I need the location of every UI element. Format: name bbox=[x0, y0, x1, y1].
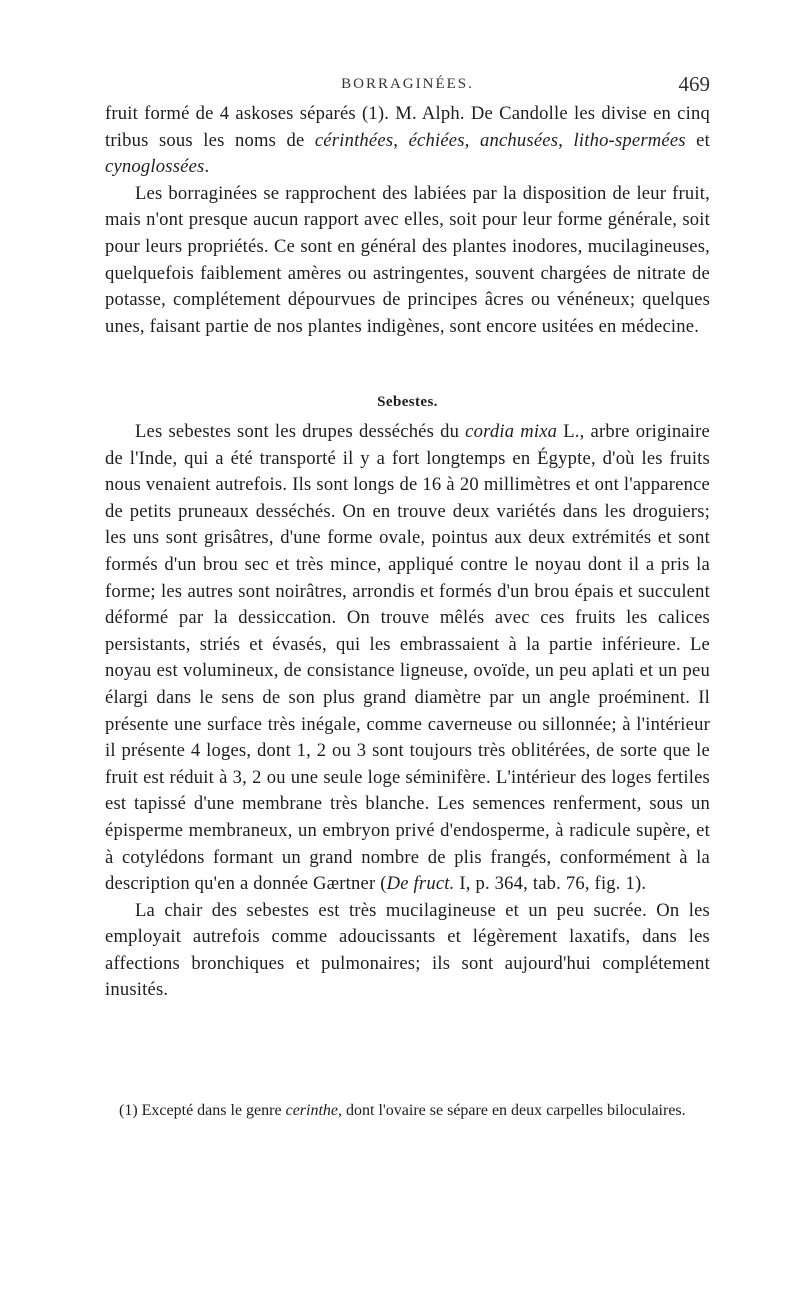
running-head: BORRAGINÉES. bbox=[341, 76, 474, 92]
paragraph-affinities: Les borraginées se rapprochent des labiées par la disposition de leur fruit, mais n'ont presque aucun rapport avec elles, soit pour leur forme générale, soit pour leurs propriétés. Ce sont en général des plantes inodores, mucilagineuses, quelquefois faiblement amères ou astringentes, souvent chargées de nitrate de potasse, complétement dépourvues de principes âcres ou vénéneux; quelques unes, faisant partie de nos plantes indigènes, sont encore usitées en médecine. bbox=[105, 182, 710, 337]
sebestes-block bbox=[105, 419, 710, 1004]
page-header bbox=[105, 72, 710, 98]
footnote: (1) Excepté dans le genre cerinthe, dont l'ovaire se sépare en deux carpelles biloculaires. bbox=[119, 1102, 686, 1119]
footnote-block bbox=[105, 1099, 710, 1122]
paragraph-sebestes-description: Les sebestes sont les drupes desséchés du cordia mixa L., arbre originaire de l'Inde, qui a été transporté il y a fort longtemps en Égypte, d'où les fruits nous venaient autrefois. Ils sont longs de 16 à 20 millimètres et ont l'apparence de petits pruneaux desséchés. On en trouve deux variétés dans les droguiers; les uns sont grisâtres, d'une forme ovale, pointus aux deux extrémités et sont formés d'un brou sec et très mince, appliqué contre le noyau dont il a pris la forme; les autres sont noirâtres, arrondis et formés d'un brou épais et succulent déformé par la dessiccation. On trouve mêlés avec ces fruits les calices persistants, striés et évasés, qui les embrassaient à la partie inférieure. Le noyau est volumineux, de consistance ligneuse, ovoïde, un peu aplati et un peu élargi dans le sens de son plus grand diamètre par un angle proéminent. Il présente une surface très inégale, comme caverneuse ou sillonnée; à l'intérieur il présente 4 loges, dont 1, 2 ou 3 sont toujours très oblitérées, de sorte que le fruit est réduit à 3, 2 ou une seule loge séminifère. L'intérieur des loges fertiles est tapissé d'une membrane très blanche. Les semences renferment, sous un épisperme membraneux, un embryon privé d'endosperme, à radicule supère, et à cotylédons formant un grand nombre de plis frangés, conformément à la description qu'en a donnée Gærtner (De fruct. I, p. 364, tab. 76, fig. 1). bbox=[105, 421, 711, 895]
section-heading: Sebestes. bbox=[377, 394, 438, 410]
page-number: 469 bbox=[678, 72, 710, 96]
intro-paragraph: fruit formé de 4 askoses séparés (1). M. Alph. De Candolle les divise en cinq tribus sous les noms de cérinthées, échiées, anchusées, litho-spermées et cynoglossées. bbox=[105, 103, 710, 178]
paragraph-sebestes-uses: La chair des sebestes est très mucilagineuse et un peu sucrée. On les employait autrefois comme adoucissants et légèrement laxatifs, dans les affections bronchiques et pulmonaires; ils sont aujourd'hui complétement inusités. bbox=[105, 899, 710, 1001]
intro-block bbox=[105, 101, 710, 340]
